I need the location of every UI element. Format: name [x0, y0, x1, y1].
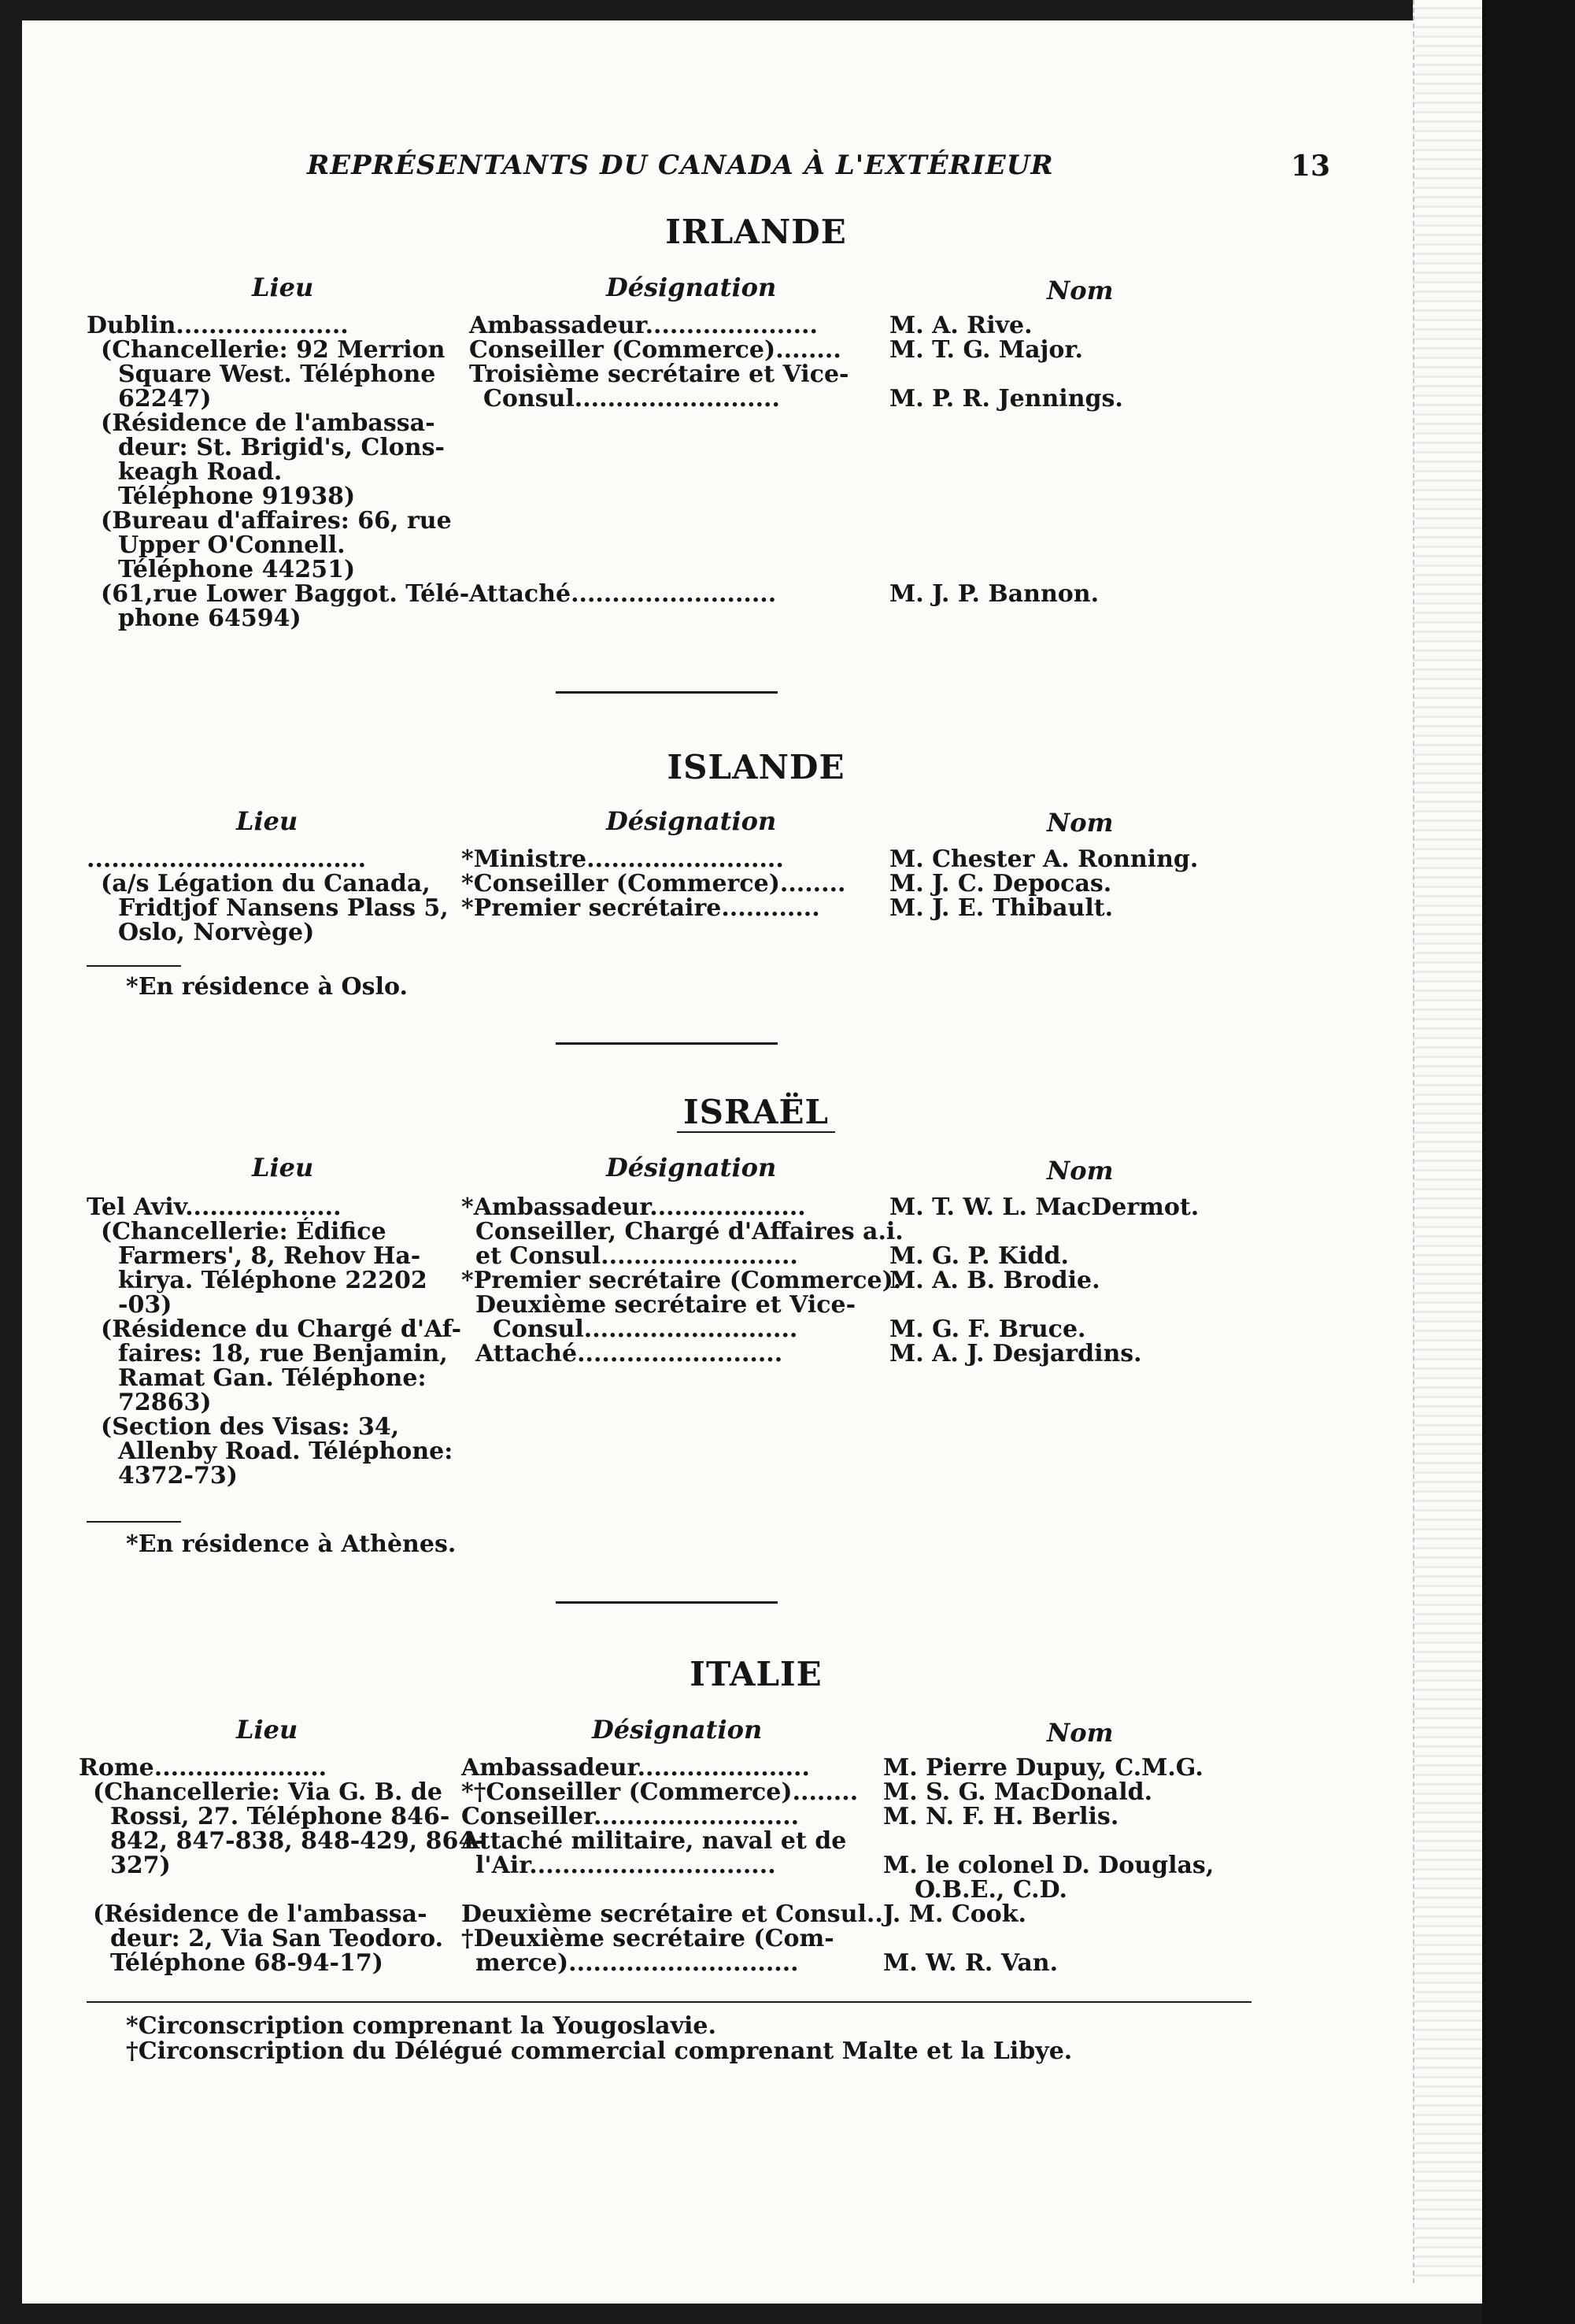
- nom-line: M. J. P. Bannon.: [889, 580, 1100, 608]
- column-head-nom: Nom: [1047, 1156, 1114, 1186]
- country-heading-irlande: IRLANDE: [665, 213, 847, 251]
- nom-line: M. G. P. Kidd.: [889, 1242, 1069, 1270]
- column-head-lieu: Lieu: [252, 272, 314, 302]
- designation-line: Attaché.........................: [475, 1340, 783, 1367]
- designation-line: merce)............................: [475, 1949, 799, 1977]
- lieu-line: -03): [118, 1291, 172, 1319]
- designation-line: Troisième secrétaire et Vice-: [469, 361, 849, 388]
- lieu-line: (a/s Légation du Canada,: [101, 870, 431, 897]
- lieu-line: (Résidence du Chargé d'Af-: [101, 1316, 462, 1343]
- lieu-line: (61,rue Lower Baggot. Télé-: [101, 580, 470, 608]
- page-edge-shadow: [1413, 0, 1484, 2283]
- lieu-line: Téléphone 91938): [118, 483, 356, 510]
- column-head-lieu: Lieu: [236, 1715, 298, 1745]
- designation-line: Deuxième secrétaire et Consul..: [461, 1900, 883, 1928]
- country-heading-italie: ITALIE: [690, 1655, 823, 1693]
- nom-line: M. A. B. Brodie.: [889, 1267, 1100, 1294]
- designation-line: Ambassadeur.....................: [461, 1754, 810, 1782]
- lieu-line: Allenby Road. Téléphone:: [118, 1438, 453, 1465]
- nom-line: M. P. R. Jennings.: [889, 385, 1123, 413]
- lieu-line: (Chancellerie: Édifice: [101, 1218, 386, 1245]
- italie-lieu: [79, 1754, 485, 1977]
- designation-line: *Premier secrétaire (Commerce).: [461, 1267, 902, 1294]
- lieu-line: deur: 2, Via San Teodoro.: [110, 1925, 444, 1952]
- designation-line: Conseiller (Commerce)........: [469, 336, 841, 364]
- lieu-line: Rossi, 27. Téléphone 846-: [110, 1803, 450, 1830]
- lieu-line: Téléphone 68-94-17): [110, 1949, 383, 1977]
- lieu-line: (Résidence de l'ambassa-: [93, 1900, 427, 1928]
- running-header: [307, 150, 1330, 189]
- column-head-designation: Désignation: [606, 272, 777, 302]
- irlande-lieu: [87, 312, 470, 632]
- nom-line: M. J. E. Thibault.: [889, 894, 1114, 922]
- lieu-line: Oslo, Norvège): [118, 919, 315, 946]
- lieu-line: 62247): [118, 385, 212, 413]
- header-title: REPRÉSENTANTS DU CANADA À L'EXTÉRIEUR: [307, 150, 1054, 181]
- column-head-designation: Désignation: [606, 806, 777, 836]
- lieu-line: (Résidence de l'ambassa-: [101, 409, 435, 437]
- lieu-line: Farmers', 8, Rehov Ha-: [118, 1242, 421, 1270]
- israel-lieu: [87, 1193, 462, 1490]
- lieu-line: 327): [110, 1852, 171, 1879]
- designation-line: *Premier secrétaire............: [461, 894, 820, 922]
- nom-line: M. Chester A. Ronning.: [889, 846, 1199, 873]
- irlande-designation: [469, 313, 863, 606]
- designation-line: Attaché militaire, naval et de: [461, 1827, 847, 1855]
- column-head-lieu: Lieu: [252, 1153, 314, 1182]
- lieu-line: (Chancellerie: Via G. B. de: [93, 1778, 442, 1806]
- designation-line: Attaché.........................: [469, 580, 777, 608]
- italie-footnote-2: †Circonscription du Délégué commercial comprenant Malte et la Libye.: [126, 2037, 1073, 2065]
- footnote-rule: [87, 1521, 181, 1523]
- lieu-line: Téléphone 44251): [118, 556, 356, 583]
- column-head-nom: Nom: [1047, 276, 1114, 305]
- lieu-line: (Section des Visas: 34,: [101, 1413, 400, 1441]
- lieu-line: ..................................: [87, 846, 367, 873]
- nom-line: M. S. G. MacDonald.: [883, 1778, 1153, 1806]
- nom-line: M. G. F. Bruce.: [889, 1316, 1086, 1343]
- lieu-line: (Bureau d'affaires: 66, rue: [101, 507, 452, 535]
- israel-title: ISRAËL: [677, 1093, 835, 1133]
- column-head-nom: Nom: [1047, 808, 1114, 838]
- designation-line: l'Air..............................: [475, 1852, 776, 1879]
- country-heading-israel: [0, 1093, 1544, 1131]
- israel-nom: [889, 1195, 1267, 1366]
- page-number: 13: [1290, 150, 1330, 183]
- designation-line: et Consul........................: [475, 1242, 798, 1270]
- islande-footnote: *En résidence à Oslo.: [126, 973, 408, 1001]
- lieu-line: 842, 847-838, 848-429, 864-: [110, 1827, 485, 1855]
- lieu-line: phone 64594): [118, 605, 301, 632]
- lieu-line: Dublin.....................: [87, 312, 349, 339]
- column-head-designation: Désignation: [592, 1715, 763, 1745]
- designation-line: Deuxième secrétaire et Vice-: [475, 1291, 856, 1319]
- column-head-designation: Désignation: [606, 1153, 777, 1182]
- footnote-rule: [87, 2001, 1251, 2003]
- designation-line: *Ambassadeur...................: [461, 1193, 806, 1221]
- country-heading-islande: ISLANDE: [667, 748, 845, 786]
- scan-border: [1482, 0, 1575, 2324]
- lieu-line: Fridtjof Nansens Plass 5,: [118, 894, 449, 922]
- italie-footnote-1: *Circonscription comprenant la Yougoslavie.: [126, 2012, 716, 2040]
- nom-line: M. T. G. Major.: [889, 336, 1083, 364]
- designation-line: Consul..........................: [493, 1316, 798, 1343]
- islande-lieu: [87, 847, 457, 945]
- lieu-line: Upper O'Connell.: [118, 531, 346, 559]
- italie-nom: [883, 1756, 1261, 1975]
- lieu-line: Tel Aviv...................: [87, 1193, 342, 1221]
- nom-line: M. T. W. L. MacDermot.: [889, 1193, 1200, 1221]
- designation-line: *Conseiller (Commerce)........: [461, 870, 846, 897]
- section-divider: [556, 1042, 778, 1045]
- islande-designation: [461, 847, 855, 920]
- nom-line: M. A. Rive.: [889, 312, 1033, 339]
- israel-footnote: *En résidence à Athènes.: [126, 1530, 457, 1558]
- nom-line: M. N. F. H. Berlis.: [883, 1803, 1119, 1830]
- israel-designation: [461, 1193, 904, 1367]
- column-head-nom: Nom: [1047, 1718, 1114, 1748]
- lieu-line: deur: St. Brigid's, Clons-: [118, 434, 445, 461]
- italie-designation: [461, 1754, 883, 1977]
- lieu-line: 72863): [118, 1389, 212, 1416]
- designation-line: *†Conseiller (Commerce)........: [461, 1778, 859, 1806]
- column-head-lieu: Lieu: [236, 806, 298, 836]
- footnote-rule: [87, 965, 181, 967]
- nom-line: M. le colonel D. Douglas,: [883, 1852, 1215, 1879]
- nom-line: M. W. R. Van.: [883, 1949, 1059, 1977]
- lieu-line: keagh Road.: [118, 458, 283, 486]
- lieu-line: 4372-73): [118, 1462, 238, 1490]
- designation-line: Conseiller.........................: [461, 1803, 800, 1830]
- lieu-line: Square West. Téléphone: [118, 361, 436, 388]
- designation-line: *Ministre........................: [461, 846, 784, 873]
- nom-line: M. Pierre Dupuy, C.M.G.: [883, 1754, 1203, 1782]
- islande-nom: [889, 847, 1267, 920]
- lieu-line: faires: 18, rue Benjamin,: [118, 1340, 448, 1367]
- lieu-line: Rome.....................: [79, 1754, 327, 1782]
- nom-line: O.B.E., C.D.: [915, 1876, 1068, 1904]
- lieu-line: kirya. Téléphone 22202: [118, 1267, 427, 1294]
- designation-line: Ambassadeur.....................: [469, 312, 818, 339]
- lieu-line: Ramat Gan. Téléphone:: [118, 1364, 427, 1392]
- designation-line: Conseiller, Chargé d'Affaires a.i.: [475, 1218, 904, 1245]
- designation-line: Consul.........................: [483, 385, 780, 413]
- irlande-nom: [889, 313, 1267, 606]
- section-divider: [556, 1601, 778, 1604]
- lieu-line: (Chancellerie: 92 Merrion: [101, 336, 446, 364]
- section-divider: [556, 691, 778, 694]
- nom-line: J. M. Cook.: [883, 1900, 1026, 1928]
- designation-line: †Deuxième secrétaire (Com-: [461, 1925, 834, 1952]
- nom-line: M. A. J. Desjardins.: [889, 1340, 1142, 1367]
- nom-line: M. J. C. Depocas.: [889, 870, 1112, 897]
